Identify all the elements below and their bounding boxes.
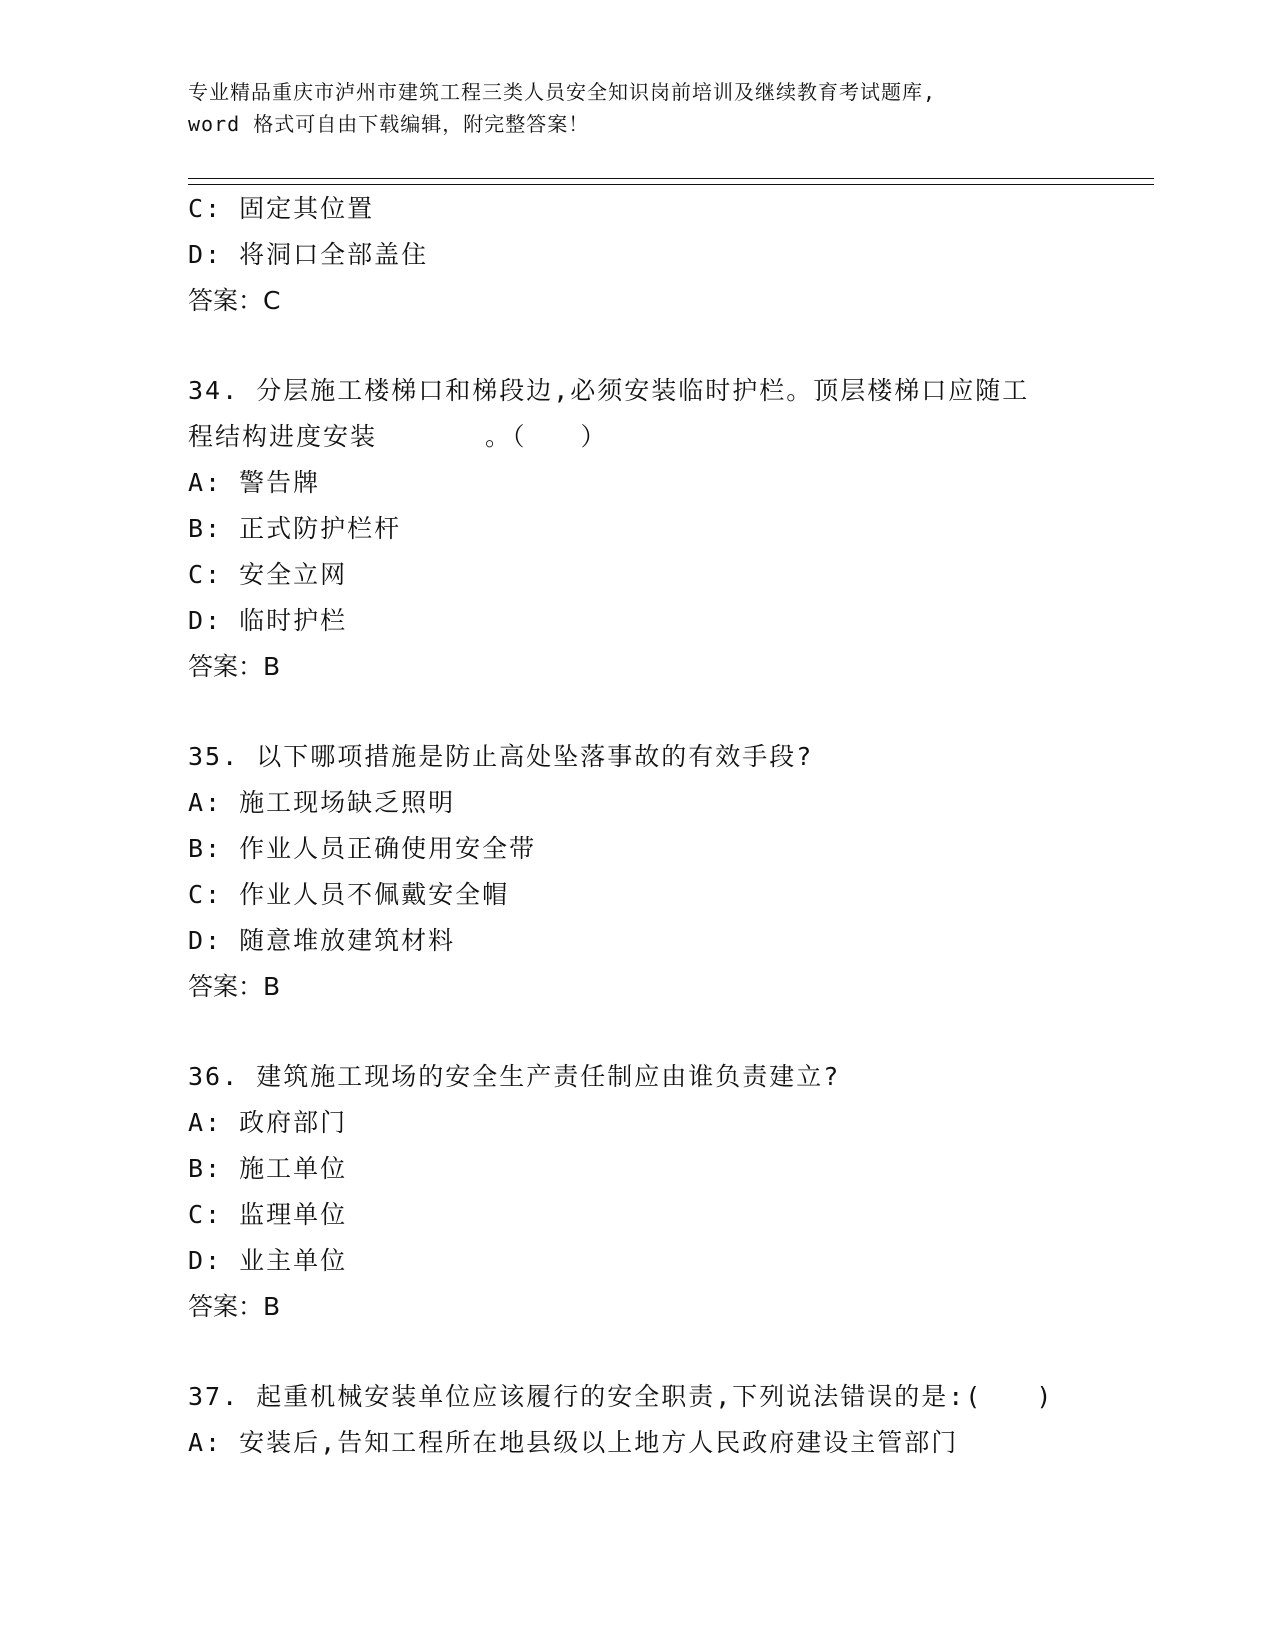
option-b: B: 施工单位 <box>188 1154 348 1183</box>
header-divider-bottom <box>188 184 1154 185</box>
option-c: C: 安全立网 <box>188 560 348 589</box>
option-a: A: 施工现场缺乏照明 <box>188 788 456 817</box>
question-list <box>188 186 1148 1466</box>
spacer <box>188 690 1148 734</box>
option-d: D: 随意堆放建筑材料 <box>188 926 456 955</box>
header-divider-top <box>188 178 1154 179</box>
spacer <box>188 324 1148 368</box>
question-35 <box>188 734 1148 1010</box>
question-36 <box>188 1054 1148 1330</box>
option-d: D: 将洞口全部盖住 <box>188 240 429 269</box>
answer: 答案：C <box>188 286 281 315</box>
option-a: A: 安装后,告知工程所在地县级以上地方人民政府建设主管部门 <box>188 1428 959 1457</box>
answer: 答案：B <box>188 1292 281 1321</box>
spacer <box>188 1330 1148 1374</box>
option-b: B: 正式防护栏杆 <box>188 514 402 543</box>
question-text: 35. 以下哪项措施是防止高处坠落事故的有效手段? <box>188 742 814 771</box>
answer: 答案：B <box>188 972 281 1001</box>
question-37 <box>188 1374 1148 1466</box>
option-c: C: 作业人员不佩戴安全帽 <box>188 880 510 909</box>
option-a: A: 政府部门 <box>188 1108 348 1137</box>
question-text: 37. 起重机械安装单位应该履行的安全职责,下列说法错误的是:( ) <box>188 1382 1054 1411</box>
question-34 <box>188 368 1148 690</box>
option-c: C: 监理单位 <box>188 1200 348 1229</box>
question-text: 34. 分层施工楼梯口和梯段边,必须安装临时护栏。顶层楼梯口应随工 <box>188 376 1030 405</box>
header-line-2: word 格式可自由下载编辑，附完整答案！ <box>188 112 590 136</box>
header-line-1: 专业精品重庆市泸州市建筑工程三类人员安全知识岗前培训及继续教育考试题库, <box>188 80 937 104</box>
option-c: C: 固定其位置 <box>188 194 375 223</box>
question-text: 36. 建筑施工现场的安全生产责任制应由谁负责建立? <box>188 1062 841 1091</box>
option-a: A: 警告牌 <box>188 468 321 497</box>
question-text: 程结构进度安装 。（ ） <box>188 422 608 451</box>
option-d: D: 临时护栏 <box>188 606 348 635</box>
spacer <box>188 1010 1148 1054</box>
option-b: B: 作业人员正确使用安全带 <box>188 834 537 863</box>
option-d: D: 业主单位 <box>188 1246 348 1275</box>
answer: 答案：B <box>188 652 281 681</box>
document-header <box>188 76 1088 140</box>
prev-question-tail <box>188 186 1148 324</box>
